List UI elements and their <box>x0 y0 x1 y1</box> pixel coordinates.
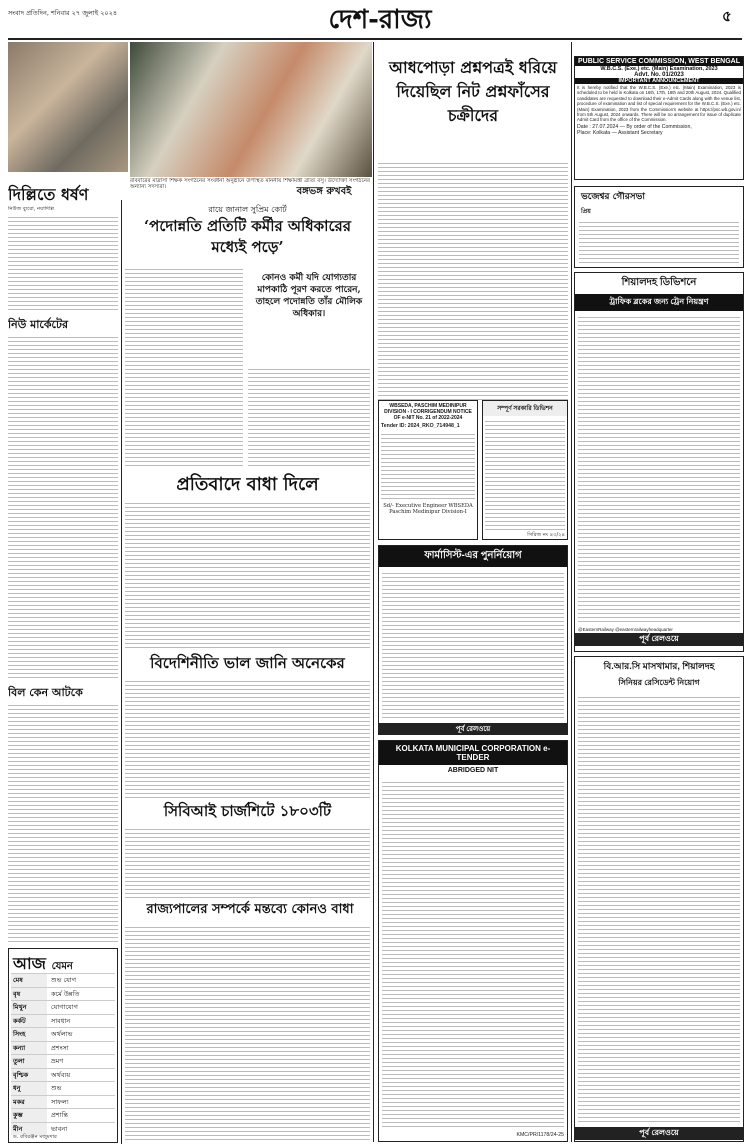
recruit-footer: পূর্ব রেলওয়ে <box>575 1127 743 1140</box>
obituary-notice <box>574 186 744 268</box>
resident-recruitment <box>574 656 744 1142</box>
today-sign: বৃশ্চিক <box>11 1069 47 1082</box>
today-row <box>11 973 115 987</box>
supreme-pullquote: কোনও কর্মী যদি যোগ্যতার মাপকাঠি পূরণ করতে পারেন, তাহলে পদোন্নতি তাঁর মৌলিক অধিকার। <box>255 273 363 319</box>
today-row <box>11 1081 115 1095</box>
supreme-kicker: রায়ে জানাল সুপ্রিম কোর্ট <box>208 205 287 214</box>
wbseda-tender: Tender ID: 2024_RKO_714948_1 <box>381 423 460 429</box>
obituary-body <box>579 219 739 263</box>
small-ad-title: সম্পূর্ণ সরকারি ডিভিশন <box>483 401 567 416</box>
psc-body: It is hereby notified that the W.B.C.S. (Exe.) etc. (Main) Examination, 2023 is scheduled to be held in Kolkata on 16th, 17th, 18th and 20th August, 2024. Qualified candidates are requested to download their e-Admit Cards along with the venue list, procedure of examination and list of special requirement for the W.B.C.S. (Exe.) etc. (Main) Examination, 2023 from the Commission's website at https://psc.wb.gov.in/ from 5th August, 2024 onwards. There will be no arrangement for issue of duplicate Admit Card from the office of the Commission. <box>577 85 741 123</box>
railway-handle: @EasternRailway @easternrailwayheadquarter <box>578 627 673 632</box>
today-sign: মীন <box>11 1123 47 1136</box>
recruit-title: বি.আর.সি মাসখামার, শিয়ালদহ <box>603 661 715 671</box>
today-text: সাবধান <box>51 1016 71 1025</box>
masthead-rule <box>8 38 742 40</box>
page-number: ৫ <box>722 7 732 25</box>
today-row <box>11 1014 115 1028</box>
railway-sub: ট্রাফিক ব্লকের জন্য ট্রেন নিয়ন্ত্রণ <box>575 294 743 311</box>
today-text: শুভ <box>51 1084 62 1092</box>
today-author: ড. রবিরঞ্জন মজুমদার <box>13 1133 57 1140</box>
protest-body <box>125 500 370 650</box>
small-ad-divisional <box>482 400 568 540</box>
headline-bongobhongo: বঙ্গভঙ্গ রুখবই <box>296 186 352 197</box>
today-sign: সিংহ <box>11 1028 47 1041</box>
divider-v2 <box>373 42 374 1142</box>
small-ad-body <box>485 418 565 530</box>
today-text: কর্মে উন্নতি <box>51 989 80 998</box>
today-sign: মকর <box>11 1096 47 1109</box>
supreme-body-2 <box>248 366 370 466</box>
news-photo-ministers <box>8 42 128 172</box>
today-text: অর্থলাভ <box>51 1030 73 1038</box>
today-title: আজ যেমন <box>13 954 73 973</box>
kmc-abridged: ABRIDGED NIT <box>447 767 499 774</box>
today-row <box>11 1027 115 1041</box>
today-row <box>11 987 115 1001</box>
page-title: দেশ-রাজ্য <box>328 5 432 35</box>
today-sign: তুলা <box>11 1055 47 1068</box>
today-box <box>8 948 118 1143</box>
today-text: ভ্রমণ <box>51 1057 64 1065</box>
obituary-sub: প্রিয় <box>581 208 591 215</box>
neet-body <box>378 160 568 400</box>
psc-place: Place: Kolkata — Assistant Secretary <box>577 130 663 137</box>
new-market-body <box>8 334 118 679</box>
headline-protest: প্রতিবাদে বাধা দিলে <box>176 474 319 495</box>
today-sign: মেষ <box>11 974 47 987</box>
pharmacist-ad <box>378 545 568 735</box>
pharmacist-title: ফার্মাসিস্ট-এর পুনর্নিয়োগ <box>379 546 567 567</box>
headline-supreme: ‘পদোন্নতি প্রতিটি কর্মীর অধিকারের মধ্যেই পড়ে’ <box>143 217 352 256</box>
divider-v3 <box>571 42 572 1142</box>
today-text: অর্থব্যয় <box>51 1070 71 1079</box>
today-row <box>11 1054 115 1068</box>
today-text: ভাবনা <box>51 1124 68 1133</box>
today-sign: কুম্ভ <box>11 1109 47 1122</box>
today-row <box>11 1000 115 1014</box>
small-ad-ref: সিরিজ নং ৪৩/২৪ <box>527 532 565 538</box>
today-row <box>11 1108 115 1122</box>
headline-neet: আধপোড়া প্রশ্নপত্রই ধরিয়ে দিয়েছিল নিট প্রশ্নফাঁসের চক্রীদের <box>389 58 557 125</box>
news-photo-group <box>130 42 372 177</box>
foreign-body <box>125 678 370 798</box>
pharmacist-body <box>382 570 564 720</box>
today-row <box>11 1041 115 1055</box>
today-text: যোগাযোগ <box>51 1003 78 1011</box>
wbseda-notice <box>378 400 478 540</box>
supreme-body-1 <box>125 266 243 466</box>
cbi-body <box>125 826 370 898</box>
wbseda-body <box>381 431 475 501</box>
kmc-tender <box>378 740 568 1142</box>
headline-cbi: সিবিআই চার্জশিটে ১৮০৩টি <box>163 802 332 820</box>
psc-notice-label: IMPORTANT ANNOUNCEMENT <box>575 78 743 84</box>
kmc-title: KOLKATA MUNICIPAL CORPORATION e-TENDER <box>379 741 567 765</box>
delhi-body <box>8 214 118 310</box>
kmc-ref: KMC/PR/1178/24-25 <box>516 1132 564 1138</box>
today-sign: কর্কট <box>11 1015 47 1028</box>
today-text: প্রশংসা <box>51 1043 69 1052</box>
divider-v1 <box>121 200 122 1144</box>
psc-advt: Advt. No. 01/2023 <box>634 72 684 78</box>
railway-footer: পূর্ব রেলওয়ে <box>575 633 743 646</box>
subhead-bill: বিল কেন আটকে <box>8 686 83 699</box>
headline-foreign: বিদেশিনীতি ভাল জানি অনেকের <box>150 654 345 672</box>
recruit-body <box>578 694 740 1124</box>
today-row <box>11 1095 115 1109</box>
psc-date: Date : 27.07.2024 — By order of the Commission, <box>577 123 692 130</box>
obituary-title: ভজেশ্বর গৌরসভা <box>581 192 645 202</box>
pharmacist-strip: পূর্ব রেলওয়ে <box>379 723 567 735</box>
photo-caption: রবিবারের মাদ্রাসা শিক্ষক সংগঠনের সংবর্ধনা অনুষ্ঠানে উপস্থিত মাননীয় শিক্ষামন্ত্রী ব্রাত্য বসু। উদ্যোক্তা সংগঠনের অন্যান্য সদস্যরা। <box>130 178 370 191</box>
wbseda-sign: Sd/- Executive Engineer WBSEDA Paschim Medinipur Division-I <box>383 503 473 516</box>
kmc-body <box>382 779 564 1129</box>
today-sign: ধনু <box>11 1082 47 1095</box>
railway-block-notice <box>574 272 744 652</box>
psc-sub: W.B.C.S. (Exe.) etc. (Main) Examination, 2023 <box>600 66 718 72</box>
today-list <box>11 973 115 1135</box>
masthead-date: সংবাদ প্রতিদিন, শনিবার ২৭ জুলাই ২০২৪ <box>8 9 118 17</box>
today-row <box>11 1068 115 1082</box>
psc-notice <box>574 56 744 180</box>
headline-governor: রাজ্যপালের সম্পর্কে মন্তব্যে কোনও বাধা <box>146 902 354 917</box>
today-sign: মিথুন <box>11 1001 47 1014</box>
today-text: সাফল্য <box>51 1097 69 1106</box>
recruit-sub: সিনিয়র রেসিডেন্ট নিয়োগ <box>618 678 700 687</box>
wbseda-title: WBSEDA, PASCHIM MEDINIPUR DIVISION - I CORRIGENDUM NOTICE OF e-NIT No. 21 of 2022-2024 <box>384 403 472 421</box>
today-sign: বৃষ <box>11 988 47 1001</box>
subhead-new-market: নিউ মার্কেটের <box>8 318 68 331</box>
governor-body <box>125 924 370 1142</box>
delhi-byline: নিউজ ব্যুরো, নয়াদিল্লি <box>8 206 55 212</box>
psc-title: PUBLIC SERVICE COMMISSION, WEST BENGAL <box>575 57 743 66</box>
today-text: শুভ যোগ <box>51 976 77 984</box>
bill-body <box>8 702 118 944</box>
today-sign: কন্যা <box>11 1042 47 1055</box>
railway-body <box>578 314 740 624</box>
headline-delhi: দিল্লিতে ধর্ষণ <box>8 185 89 204</box>
railway-title: শিয়ালদহ ডিভিশনে <box>621 277 697 288</box>
today-text: প্রশান্তি <box>51 1111 68 1119</box>
